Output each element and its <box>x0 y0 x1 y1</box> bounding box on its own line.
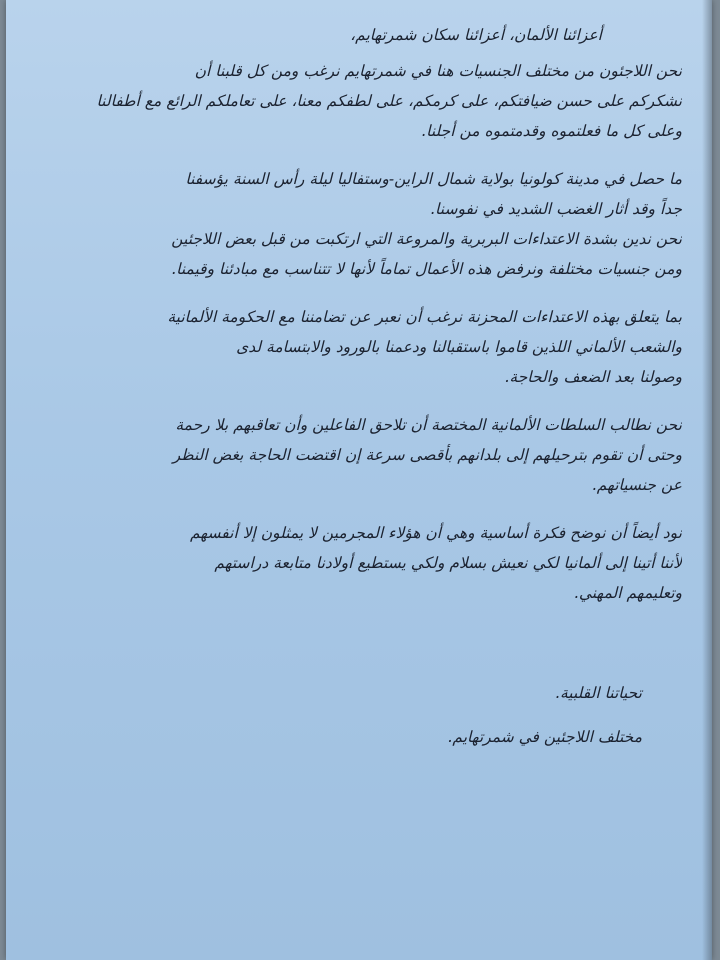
paragraph-line: نود أيضاً أن نوضح فكرة أساسية وهي أن هؤلاء المجرمين لا يمثلون إلا أنفسهم <box>190 524 682 542</box>
handwritten-letter <box>44 20 682 752</box>
paragraph-line: نحن اللاجئون من مختلف الجنسيات هنا في شمرتهايم نرغب ومن كل قلبنا أن <box>194 62 682 80</box>
paragraph-line: نحن نطالب السلطات الألمانية المختصة أن تلاحق الفاعلين وأن تعاقبهم بلا رحمة <box>175 416 682 434</box>
paragraph-line: وصولنا بعد الضعف والحاجة. <box>504 368 682 386</box>
paper-shadow-edge <box>702 0 712 960</box>
paragraph-4 <box>44 410 682 500</box>
paragraph-line: والشعب الألماني اللذين قاموا باستقبالنا ودعمنا بالورود والابتسامة لدى <box>236 338 682 356</box>
letter-paper <box>6 0 712 960</box>
paragraph-line: بما يتعلق بهذه الاعتداءات المحزنة نرغب أن نعبر عن تضامننا مع الحكومة الألمانية <box>167 308 682 326</box>
paragraph-line: نشكركم على حسن ضيافتكم، على كرمكم، على لطفكم معنا، على تعاملكم الرائع مع أطفالنا <box>96 92 682 110</box>
paragraph-3 <box>44 302 682 392</box>
paragraph-line: ما حصل في مدينة كولونيا بولاية شمال الراين-وستفاليا ليلة رأس السنة يؤسفنا <box>185 170 682 188</box>
letter-greeting: أعزائنا الألمان، أعزائنا سكان شمرتهايم، <box>350 26 602 44</box>
paragraph-line: نحن ندين بشدة الاعتداءات البربرية والمروعة التي ارتكبت من قبل بعض اللاجئين <box>171 230 682 248</box>
letter-closing: تحياتنا القلبية. <box>555 684 642 702</box>
paragraph-5 <box>44 518 682 608</box>
paragraph-line: وتعليمهم المهني. <box>573 584 682 602</box>
paragraph-line: عن جنسياتهم. <box>591 476 682 494</box>
paragraph-2 <box>44 164 682 284</box>
paragraph-line: وحتى أن تقوم بترحيلهم إلى بلدانهم بأقصى سرعة إن اقتضت الحاجة بغض النظر <box>172 446 682 464</box>
paragraph-1 <box>44 56 682 146</box>
paragraph-line: لأننا أتينا إلى ألمانيا لكي نعيش بسلام ولكي يستطيع أولادنا متابعة دراستهم <box>214 554 682 572</box>
paragraph-line: جداً وقد أثار الغضب الشديد في نفوسنا. <box>430 200 682 218</box>
paragraph-line: وعلى كل ما فعلتموه وقدمتموه من أجلنا. <box>421 122 682 140</box>
letter-signature: مختلف اللاجئين في شمرتهايم. <box>447 728 642 746</box>
paragraph-line: ومن جنسيات مختلفة ونرفض هذه الأعمال تماماً لأنها لا تتناسب مع مبادئنا وقيمنا. <box>171 260 682 278</box>
